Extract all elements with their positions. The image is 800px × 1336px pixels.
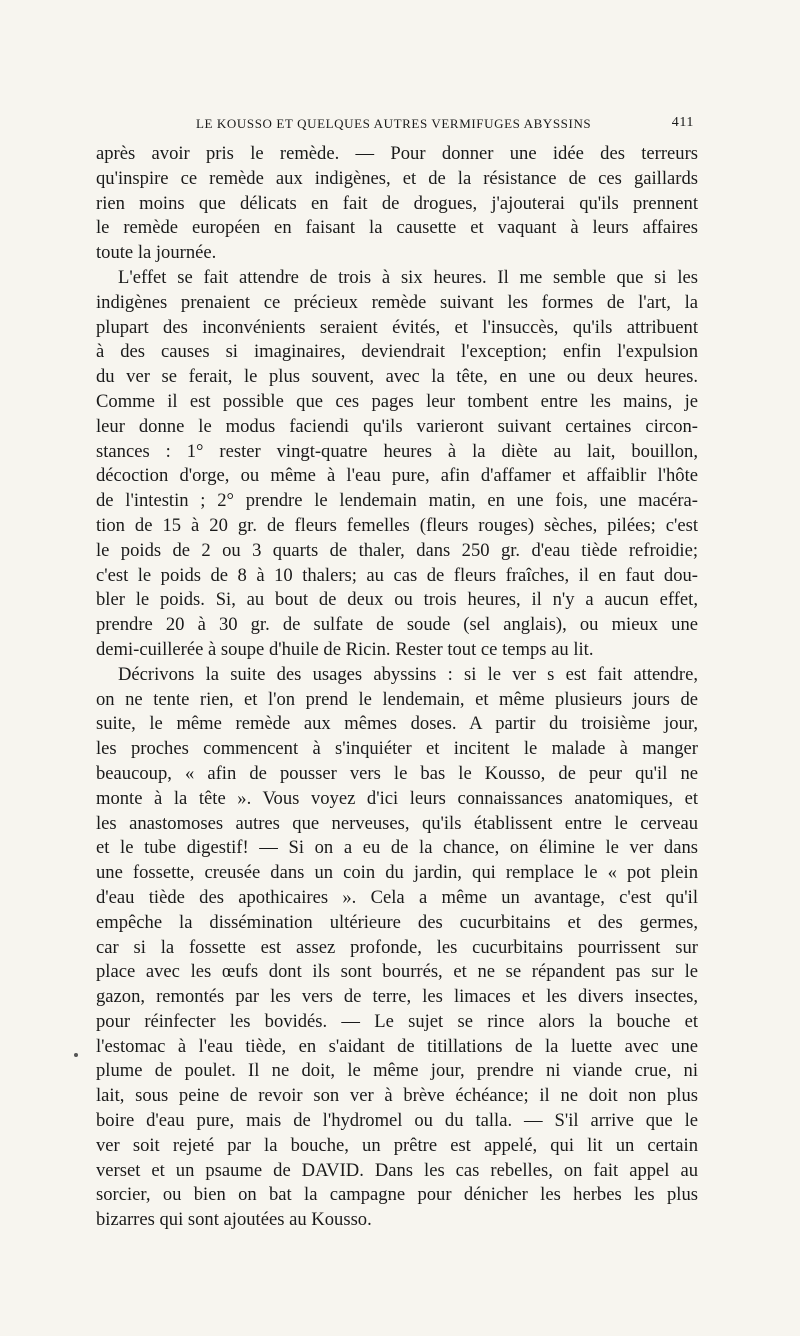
text-line: suite, le même remède aux mêmes doses. A partir du troisième jour, [96, 713, 698, 735]
text-line: une fossette, creusée dans un coin du jardin, qui remplace le « pot plein [96, 862, 698, 884]
text-line: boire d'eau pure, mais de l'hydromel ou du talla. — S'il arrive que le [96, 1110, 698, 1132]
text-line: Décrivons la suite des usages abyssins : si le ver s est fait attendre, [118, 663, 698, 685]
text-line: on ne tente rien, et l'on prend le lendemain, et même plusieurs jours de [96, 688, 698, 710]
text-line: bizarres qui sont ajoutées au Kousso. [96, 1209, 372, 1231]
text-line: beaucoup, « afin de pousser vers le bas le Kousso, de peur qu'il ne [96, 762, 698, 784]
text-line: ver soit rejeté par la bouche, un prêtre est appelé, qui lit un certain [96, 1134, 698, 1156]
text-line: plume de poulet. Il ne doit, le même jour, prendre ni viande crue, ni [96, 1060, 698, 1082]
text-line: leur donne le modus faciendi qu'ils varieront suivant certaines circon- [96, 415, 698, 437]
text-line: après avoir pris le remède. — Pour donner une idée des terreurs [96, 143, 698, 164]
text-line: pour réinfecter les bovidés. — Le sujet se rince alors la bouche et [96, 1010, 698, 1032]
text-line: demi-cuillerée à soupe d'huile de Ricin. Rester tout ce temps au lit. [96, 638, 594, 660]
text-line: empêche la dissémination ultérieure des cucurbitains et des germes, [96, 911, 698, 933]
margin-mark [74, 1053, 78, 1057]
text-line: à des causes si imaginaires, deviendrait l'exception; enfin l'expulsion [96, 341, 698, 363]
text-line: bler le poids. Si, au bout de deux ou trois heures, il n'y a aucun effet, [96, 589, 698, 611]
text-line: verset et un psaume de DAVID. Dans les cas rebelles, on fait appel au [96, 1159, 698, 1181]
text-line: indigènes prenaient ce précieux remède suivant les formes de l'art, la [96, 291, 698, 313]
text-line: décoction d'orge, ou même à l'eau pure, afin d'affamer et affaiblir l'hôte [96, 465, 698, 487]
text-line: sorcier, ou bien on bat la campagne pour dénicher les herbes les plus [96, 1184, 698, 1206]
text-line: gazon, remontés par les vers de terre, les limaces et les divers insectes, [96, 986, 698, 1008]
text-line: monte à la tête ». Vous voyez d'ici leurs connaissances anatomiques, et [96, 787, 698, 809]
body-text [96, 142, 698, 1233]
text-line: l'estomac à l'eau tiède, en s'aidant de titillations de la luette avec une [96, 1035, 698, 1057]
text-line: c'est le poids de 8 à 10 thalers; au cas de fleurs fraîches, il en faut dou- [96, 564, 698, 586]
text-line: L'effet se fait attendre de trois à six heures. Il me semble que si les [118, 266, 698, 288]
text-line: qu'inspire ce remède aux indigènes, et de la résistance de ces gaillards [96, 167, 698, 189]
text-line: de l'intestin ; 2° prendre le lendemain matin, en une fois, une macéra- [96, 490, 698, 512]
text-line: le poids de 2 ou 3 quarts de thaler, dans 250 gr. d'eau tiède refroidie; [96, 539, 698, 561]
text-line: les proches commencent à s'inquiéter et incitent le malade à manger [96, 738, 698, 760]
text-line: tion de 15 à 20 gr. de fleurs femelles (fleurs rouges) sèches, pilées; c'est [96, 514, 698, 536]
text-line: rien moins que délicats en fait de drogues, j'ajouterai qu'ils prennent [96, 192, 698, 214]
page-number: 411 [671, 115, 694, 130]
text-line: prendre 20 à 30 gr. de sulfate de soude (sel anglais), ou mieux une [96, 614, 698, 636]
text-line: du ver se ferait, le plus souvent, avec la tête, en une ou deux heures. [96, 366, 698, 388]
text-line: car si la fossette est assez profonde, les cucurbitains pourrissent sur [96, 936, 698, 958]
text-line: stances : 1° rester vingt-quatre heures à la diète au lait, bouillon, [96, 440, 698, 462]
text-line: toute la journée. [96, 242, 217, 264]
running-title: LE KOUSSO ET QUELQUES AUTRES VERMIFUGES ABYSSINS [196, 116, 592, 131]
book-page [96, 112, 698, 1233]
running-header [96, 112, 698, 136]
text-line: et le tube digestif! — Si on a eu de la chance, on élimine le ver dans [96, 837, 698, 859]
text-line: place avec les œufs dont ils sont bourrés, et ne se répandent pas sur le [96, 961, 698, 983]
text-line: lait, sous peine de revoir son ver à brève échéance; il ne doit non plus [96, 1085, 698, 1107]
text-line: le remède européen en faisant la causette et vaquant à leurs affaires [96, 217, 698, 239]
text-line: Comme il est possible que ces pages leur tombent entre les mains, je [96, 390, 698, 412]
text-line: d'eau tiède des apothicaires ». Cela a même un avantage, c'est qu'il [96, 886, 698, 908]
text-line: plupart des inconvénients seraient évités, et l'insuccès, qu'ils attribuent [96, 316, 698, 338]
text-line: les anastomoses autres que nerveuses, qu'ils établissent entre le cerveau [96, 812, 698, 834]
